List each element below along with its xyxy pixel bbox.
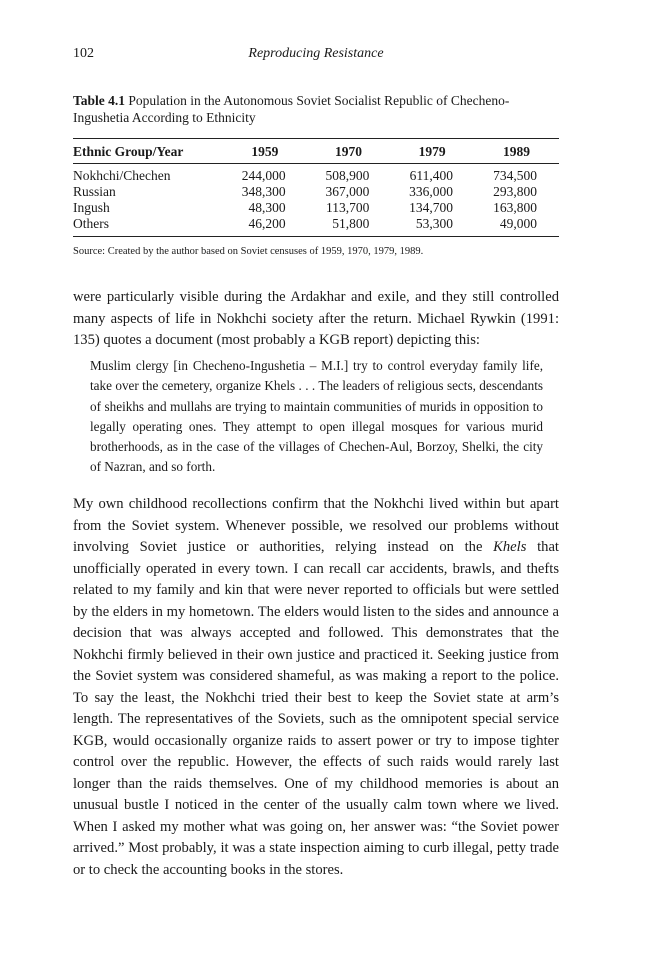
table-source-note: Source: Created by the author based on Soviet censuses of 1959, 1970, 1979, 1989. <box>73 246 424 257</box>
table-caption-label: Table 4.1 <box>73 93 126 108</box>
paragraph-text: that unofficially operated in every town. I can recall car accidents, brawls, and thefts related to my family and kin that were never reported to officials but were settled by the elders in my hometown. The elders would listen to the sides and announce a decision that was always accepted and followed. This demonstrates that the Nokhchi firmly believed in their own justice and practiced it. Seeking justice from the Soviet system was considered shameful, as was making a report to the police. To say the least, the Nokhchi tried their best to keep the Soviet state at arm’s length. The representatives of the Soviets, such as the omnipotent special service KGB, would occasionally organize raids to assert power or try to impose tighter control over the republic. However, the effects of such raids would rarely last longer than the raids themselves. One of my childhood memories is about an unusual bustle I noticed in the center of the usually calm town where we lived. When I asked my mother what was going on, her answer was: “the Soviet power arrived.” Most probably, it was a state inspection aiming to curb illegal, petty trade or to check the accounting books in the stores. <box>73 539 559 878</box>
block-quote: Muslim clergy [in Checheno-Ingushetia – M.I.] try to control everyday family life, take over the cemetery, organize Khels . . . The leaders of religious sects, descendants of sheikhs and mullahs are trying to maintain communities of murids in opposition to legally operating ones. They attempt to open illegal mosques for various murid brotherhoods, as in the case of the villages of Chechen-Aul, Borzoy, Shelki, the city of Nazran, and so forth. <box>90 358 543 475</box>
table-cell: Others <box>73 216 109 231</box>
body-paragraph: were particularly visible during the Ardakhar and exile, and they still controlled many aspects of life in Nokhchi society after the return. Michael Rywkin (1991: 135) quotes a document (most probably a KGB report) depicting this: <box>73 289 559 348</box>
table-cell: Russian <box>73 184 116 199</box>
table-cell: 53,300 <box>415 216 454 231</box>
table-cell: 293,800 <box>493 184 537 199</box>
column-header: 1970 <box>335 144 362 159</box>
table-cell: 163,800 <box>493 200 537 215</box>
table-cell: 734,500 <box>493 168 537 183</box>
page-number: 102 <box>73 46 94 61</box>
table-cell: Ingush <box>73 200 110 215</box>
table-caption-text: Population in the Autonomous Soviet Socialist Republic of Checheno-Ingushetia According to Ethnicity <box>73 93 510 125</box>
table-caption <box>73 92 559 126</box>
table-header-row <box>73 139 559 164</box>
table-cell: Nokhchi/Chechen <box>73 168 171 183</box>
table-cell: 113,700 <box>325 200 370 215</box>
column-header: 1989 <box>503 144 530 159</box>
table-row <box>73 184 559 200</box>
table-row <box>73 216 559 237</box>
table-cell: 508,900 <box>325 168 370 183</box>
column-header: Ethnic Group/Year <box>73 144 184 159</box>
table-cell: 367,000 <box>325 184 370 199</box>
table-cell: 49,000 <box>499 216 537 231</box>
table-cell: 48,300 <box>248 200 286 215</box>
table-row <box>73 200 559 216</box>
table-cell: 51,800 <box>332 216 370 231</box>
running-head <box>73 46 559 66</box>
table-cell: 134,700 <box>409 200 454 215</box>
body-paragraph <box>73 494 559 881</box>
table-cell: 336,000 <box>409 184 454 199</box>
table-cell: 46,200 <box>248 216 286 231</box>
running-title: Reproducing Resistance <box>248 46 384 61</box>
table-cell: 611,400 <box>409 168 454 183</box>
column-header: 1979 <box>418 144 446 159</box>
paragraph-text: My own childhood recollections confirm that the Nokhchi lived within but apart from the Soviet system. Whenever possible, we resolved our problems without involving Soviet justice or authorities, relying instead on the <box>73 496 559 555</box>
table-row <box>73 164 559 185</box>
table-cell: 244,000 <box>241 168 286 183</box>
column-header: 1959 <box>251 144 279 159</box>
table-cell: 348,300 <box>241 184 286 199</box>
italic-term: Khels <box>493 539 527 555</box>
population-table <box>73 138 559 237</box>
